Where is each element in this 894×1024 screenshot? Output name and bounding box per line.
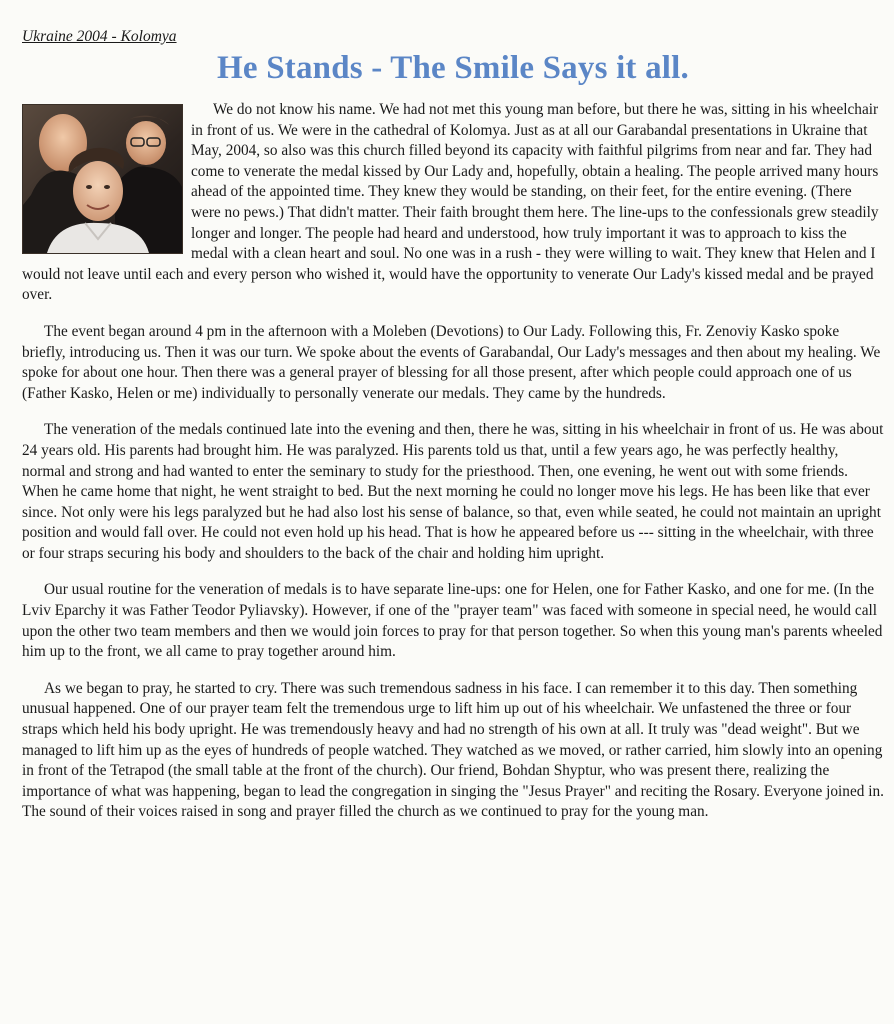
document-page [22, 28, 884, 1018]
paragraph-5: As we began to pray, he started to cry. There was such tremendous sadness in his face. I can remember it to this day. Then something unusual happened. One of our prayer team felt the tremendous urge to lift him up out of his wheelchair. We unfastened the three or four straps which held his body upright. He was tremendously heavy and had no strength of his own at all. It truly was "dead weight". But we managed to lift him up as the eyes of hundreds of people watched. They watched as we moved, or rather carried, him slowly into an opening in front of the Tetrapod (the small table at the front of the church). Our friend, Bohdan Shyptur, who was present there, realizing the importance of what was happening, began to lead the congregation in singing the "Jesus Prayer" and reciting the Rosary. Everyone joined in. The sound of their voices raised in song and prayer filled the church as we continued to pray for the young man. [22, 679, 884, 821]
paragraph-4: Our usual routine for the veneration of medals is to have separate line-ups: one for Helen, one for Father Kasko, and one for me. (In the Lviv Eparchy it was Father Teodor Pyliavsky). However, if one of the "prayer team" was faced with someone in special need, he would call upon the other two team members and then we would join forces to pray for that person together. So when this young man's parents wheeled him up to the front, we all came to pray together around him. [22, 581, 883, 661]
paragraph-1: We do not know his name. We had not met this young man before, but there he was, sitting in his wheelchair in front of us. We were in the cathedral of Kolomya. Just as at all our Garabandal presentations in Ukraine that May, 2004, so also was this church filled beyond its capacity with faithful pilgrims from near and far. They had come to venerate the medal kissed by Our Lady and, hopefully, obtain a healing. The people arrived many hours ahead of the appointed time. They knew they would be standing, on their feet, for the entire evening. (There were no pews.) That didn't matter. Their faith brought them here. The line-ups to the confessionals grew steadily longer and longer. The people had heard and understood, how truly important it was to approach to kiss the medal with a clean heart and soul. No one was in a rush - they were willing to wait. They knew that Helen and I would not leave until each and every person who wished it, would have the opportunity to venerate Our Lady's kissed medal and be prayed over. [22, 101, 879, 304]
article-body [22, 100, 884, 823]
location-date-label: Ukraine 2004 - Kolomya [22, 28, 177, 45]
article-title: He Stands - The Smile Says it all. [217, 50, 689, 86]
paragraph-2: The event began around 4 pm in the afternoon with a Moleben (Devotions) to Our Lady. Following this, Fr. Zenoviy Kasko spoke briefly, introducing us. Then it was our turn. We spoke about the events of Garabandal, Our Lady's messages and then about my healing. We spoke for about one hour. Then there was a general prayer of blessing for all those present, after which people could approach one of us (Father Kasko, Helen or me) individually to personally venerate our medals. They came by the hundreds. [22, 322, 881, 402]
paragraph-3: The veneration of the medals continued late into the evening and then, there he was, sitting in his wheelchair in front of us. He was about 24 years old. His parents had brought him. He was paralyzed. His parents told us that, until a few years ago, he was perfectly healthy, normal and strong and had wanted to enter the seminary to study for the priesthood. Then, one evening, he went out with some friends. When he came home that night, he went straight to bed. But the next morning he could no longer move his legs. He has been like that ever since. Not only were his legs paralyzed but he had also lost his sense of balance, so that, even while seated, he could not maintain an upright position and would fall over. He could not even hold up his head. That is how he appeared before us --- sitting in the wheelchair, with three or four straps securing his body and shoulders to the back of the chair and holding him upright. [22, 421, 884, 562]
photo-three-men-icon [22, 104, 183, 254]
